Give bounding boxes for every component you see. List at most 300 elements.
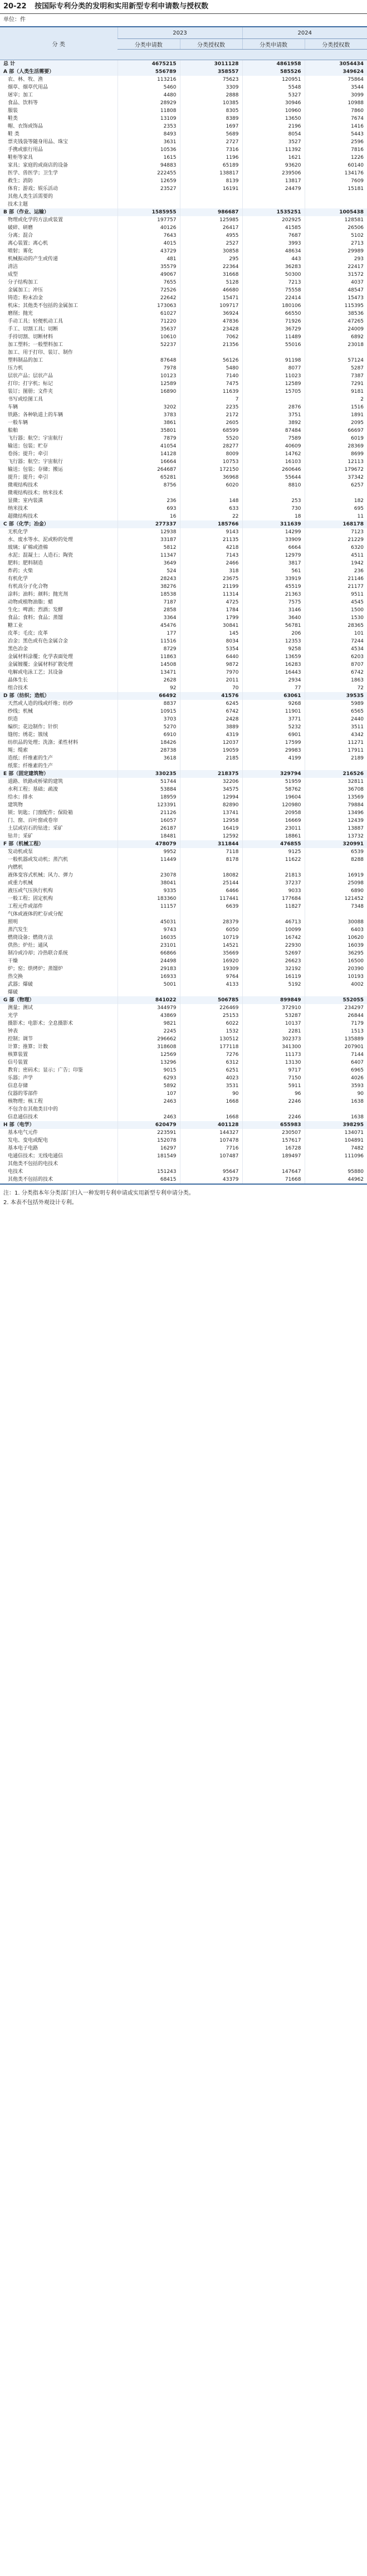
row-label: 食品、饮料等 [8,100,38,106]
cell-apps-2024: 8054 [242,130,305,138]
row-label: 手工、切割工具；切断 [8,327,58,332]
table-row [0,848,367,856]
cell-apps-2023: 14508 [118,661,180,669]
table-body [0,60,367,1184]
cell-apps-2023: 22642 [118,294,180,302]
table-row [0,115,367,123]
table-row [0,310,367,318]
cell-grants-2024: 111096 [305,1152,367,1160]
row-label: 一般车辆 [8,420,28,426]
cell-grants-2023 [180,489,242,497]
cell-grants-2024: 7123 [305,528,367,536]
cell-apps-2024: 180106 [242,302,305,310]
table-row [0,497,367,505]
cell-grants-2024: 8699 [305,450,367,458]
table-row [0,193,367,201]
table-row [0,552,367,559]
cell-apps-2024: 3751 [242,411,305,419]
cell-grants-2023: 21356 [180,341,242,349]
cell-apps-2023: 68415 [118,1176,180,1184]
table-row [0,271,367,279]
patent-table [0,27,367,1184]
cell-apps-2024 [242,349,305,357]
table-row [0,138,367,146]
cell-grants-2024: 25098 [305,879,367,887]
cell-grants-2023: 26417 [180,224,242,232]
cell-apps-2024 [242,988,305,996]
cell-grants-2023: 5520 [180,435,242,442]
cell-apps-2024: 14299 [242,528,305,536]
cell-grants-2024: 15181 [305,185,367,193]
cell-grants-2024: 10988 [305,99,367,107]
row-label: 打印；打字机；标记 [8,381,53,387]
cell-apps-2024: 11827 [242,903,305,910]
row-label: 绳；缆索 [8,748,28,753]
cell-grants-2024: 7179 [305,1020,367,1028]
cell-grants-2024: 4002 [305,981,367,988]
cell-grants-2024: 2095 [305,419,367,427]
row-label: 钟表 [8,1029,18,1034]
table-row [0,419,367,427]
cell-apps-2023: 236 [118,497,180,505]
row-label: 有机高分子化合物 [8,584,48,590]
cell-apps-2023: 18481 [118,832,180,840]
cell-grants-2024: 7609 [305,177,367,185]
cell-apps-2023: 151243 [118,1168,180,1176]
cell-grants-2024: 3544 [305,84,367,91]
cell-apps-2023: 23078 [118,871,180,879]
row-label: 天然或人造的线或纤维；纺纱 [8,701,74,707]
cell-apps-2023: 28929 [118,99,180,107]
cell-grants-2023: 8139 [180,177,242,185]
row-label: 不包含在其他类目中的 [8,1107,58,1112]
year-2023-header: 2023 [118,27,242,39]
cell-grants-2024: 6320 [305,544,367,552]
cell-grants-2024: 1863 [305,676,367,684]
cell-apps-2024: 3771 [242,715,305,723]
table-row [0,684,367,692]
row-label: 乐器；声学 [8,1075,33,1081]
cell-apps-2024: 16119 [242,973,305,981]
cell-grants-2023: 4133 [180,981,242,988]
cell-grants-2023: 7475 [180,380,242,388]
cell-apps-2023: 28243 [118,575,180,583]
row-label: 一般机器或发动机；蒸汽机 [8,857,68,863]
table-row [0,942,367,949]
cell-grants-2023 [180,762,242,770]
row-label: 水、废水等水、泥或粉的处理 [8,537,74,543]
cell-grants-2023: 19059 [180,747,242,754]
cell-apps-2024: 32192 [242,965,305,973]
cell-grants-2023: 35669 [180,949,242,957]
table-row [0,965,367,973]
table-row [0,403,367,411]
cell-apps-2023: 524 [118,567,180,575]
table-row [0,801,367,809]
cell-grants-2023: 56126 [180,357,242,364]
cell-grants-2023: 7062 [180,333,242,341]
cell-apps-2024: 655983 [242,1121,305,1129]
cell-apps-2023: 2463 [118,1113,180,1121]
cell-apps-2024: 24479 [242,185,305,193]
table-row [0,442,367,450]
table-row [0,715,367,723]
cell-grants-2024: 134176 [305,169,367,177]
table-row [0,559,367,567]
cell-grants-2023: 172150 [180,466,242,474]
cell-apps-2024: 2196 [242,123,305,130]
table-row [0,871,367,879]
table-row [0,949,367,957]
cell-grants-2023: 1668 [180,1098,242,1106]
cell-apps-2024: 93620 [242,162,305,169]
cell-apps-2024: 41585 [242,224,305,232]
cell-apps-2024: 77 [242,684,305,692]
row-label: C 部（化学；冶金） [0,520,118,528]
cell-grants-2023: 4023 [180,1074,242,1082]
cell-grants-2023: 9143 [180,528,242,536]
cell-apps-2023: 35579 [118,263,180,271]
row-label: 微观结构技术；纳米技术 [8,490,63,496]
cell-grants-2023: 16191 [180,185,242,193]
row-label: 成型 [8,272,18,277]
table-row [0,817,367,825]
cell-apps-2024: 30946 [242,99,305,107]
cell-grants-2024: 7348 [305,903,367,910]
cell-grants-2024: 1942 [305,559,367,567]
cell-grants-2023: 6245 [180,700,242,708]
cell-apps-2023: 9335 [118,887,180,895]
cell-grants-2024: 21146 [305,575,367,583]
row-label: 金属加工；冲压 [8,288,43,293]
cell-apps-2024: 18 [242,513,305,520]
row-label: 织造 [8,717,18,722]
cell-grants-2023: 12958 [180,817,242,825]
row-label: 超微结构技术 [8,514,38,519]
cell-apps-2024: 17599 [242,739,305,747]
cell-apps-2023: 3783 [118,411,180,419]
row-label: 加工、用于打印、装订、制作 [8,350,74,356]
row-label: 基本电子电路 [8,1146,38,1151]
table-row [0,286,367,294]
row-label: 制冷或冷却；冷热联合系统 [8,951,68,956]
cell-grants-2024: 10620 [305,934,367,942]
row-label: 供热；炉灶；通风 [8,943,48,948]
table-row [0,279,367,286]
table-row [0,731,367,739]
cell-grants-2024: 95880 [305,1168,367,1176]
cell-apps-2024: 10137 [242,1020,305,1028]
table-row [0,240,367,247]
cell-grants-2023: 2605 [180,419,242,427]
row-label: 体育；游戏；娱乐活动 [8,186,58,192]
table-row [0,981,367,988]
cell-apps-2024: 6901 [242,731,305,739]
cell-apps-2024: 11173 [242,1051,305,1059]
cell-grants-2023: 125985 [180,216,242,224]
table-row [0,739,367,747]
row-label: 清洁 [8,264,18,270]
cell-apps-2023: 8729 [118,645,180,653]
cell-apps-2024: 7687 [242,232,305,240]
footnotes [0,1185,367,1207]
table-row [0,466,367,474]
cell-apps-2023: 12659 [118,177,180,185]
row-label: 其他类不包括的技术 [8,1177,53,1182]
cell-grants-2023: 8009 [180,450,242,458]
table-row [0,107,367,115]
table-row [0,1004,367,1012]
row-label: 微观结构技术 [8,483,38,488]
cell-grants-2024: 3099 [305,91,367,99]
cell-apps-2023: 65281 [118,474,180,481]
cell-apps-2023: 222455 [118,169,180,177]
row-label: 钻井；采矿 [8,834,33,839]
cell-grants-2023: 8178 [180,856,242,864]
cell-grants-2024: 5287 [305,364,367,372]
cell-grants-2023: 30858 [180,247,242,255]
cell-grants-2023: 5128 [180,279,242,286]
cell-grants-2023: 36968 [180,474,242,481]
row-label: 冶金；黑色或有色金属合金 [8,639,68,644]
cell-apps-2024: 9125 [242,848,305,856]
cell-grants-2024: 121452 [305,895,367,903]
table-row [0,1028,367,1035]
row-label: 摄影术；电影术；全息摄影术 [8,1021,74,1026]
cell-grants-2024: 6403 [305,926,367,934]
row-label: 飞行器；航空；宇宙航行 [8,436,63,441]
table-row [0,169,367,177]
table-row [0,325,367,333]
cell-apps-2024: 5548 [242,84,305,91]
cell-apps-2024: 36729 [242,325,305,333]
cell-apps-2023: 693 [118,505,180,513]
cell-apps-2024: 13650 [242,115,305,123]
cell-grants-2024: 695 [305,505,367,513]
row-label: 一般工程；固定机构 [8,896,53,902]
row-label: 炸药；火柴 [8,568,33,574]
cell-grants-2024: 16919 [305,871,367,879]
cell-grants-2024: 10193 [305,973,367,981]
table-row [0,177,367,185]
cell-apps-2023: 12589 [118,380,180,388]
cell-apps-2024: 585526 [242,68,305,76]
category-row [0,770,367,778]
cell-apps-2024: 730 [242,505,305,513]
cell-grants-2024: 36708 [305,786,367,793]
table-row [0,832,367,840]
row-label: 信号装置 [8,1060,28,1065]
cell-apps-2023 [118,1160,180,1168]
row-label: 手持切割、切断材料 [8,334,53,340]
cell-apps-2023: 14128 [118,450,180,458]
cell-grants-2024: 349624 [305,68,367,76]
table-row [0,481,367,489]
cell-grants-2023: 1697 [180,123,242,130]
cell-apps-2024: 16103 [242,458,305,466]
year-2024-header: 2024 [242,27,367,39]
cell-apps-2023: 107 [118,1090,180,1098]
cell-grants-2024: 7816 [305,146,367,154]
cell-apps-2024: 33919 [242,575,305,583]
cell-apps-2024: 120951 [242,76,305,84]
cell-grants-2024: 234297 [305,1004,367,1012]
row-label: 电技术 [8,1169,23,1175]
row-label: 票夹钱袋等随身用品、珠宝 [8,139,68,145]
cell-apps-2023: 6293 [118,1074,180,1082]
cell-apps-2023: 197757 [118,216,180,224]
cell-grants-2024: 47265 [305,318,367,325]
table-row [0,1137,367,1145]
cell-grants-2024: 79884 [305,801,367,809]
cell-apps-2024 [242,1106,305,1113]
cell-apps-2024: 55016 [242,341,305,349]
cell-apps-2023: 5460 [118,84,180,91]
table-row [0,388,367,396]
table-row [0,1074,367,1082]
cell-apps-2023: 87648 [118,357,180,364]
cell-apps-2023 [118,864,180,871]
cell-apps-2023: 10536 [118,146,180,154]
table-row [0,700,367,708]
cell-grants-2023: 21135 [180,536,242,544]
cell-grants-2024: 7291 [305,380,367,388]
table-row [0,536,367,544]
row-label: 离心装置；离心机 [8,241,48,246]
row-label: E 部（固定建筑物） [0,770,118,778]
cell-grants-2024: 21177 [305,583,367,591]
cell-apps-2023: 16890 [118,388,180,396]
cell-apps-2023: 177 [118,630,180,637]
cell-apps-2023: 2353 [118,123,180,130]
cell-apps-2024: 6664 [242,544,305,552]
table-row [0,864,367,871]
row-label: 水泥；混凝土；人造石；陶瓷 [8,553,74,558]
cell-grants-2023: 6050 [180,926,242,934]
cell-grants-2023: 185766 [180,520,242,528]
row-label: 输送；包装；贮存 [8,444,48,449]
cell-grants-2024: 6965 [305,1067,367,1074]
cell-grants-2023: 2185 [180,754,242,762]
cell-apps-2023: 71220 [118,318,180,325]
cell-apps-2024: 3892 [242,419,305,427]
cell-grants-2023 [180,349,242,357]
table-row [0,809,367,817]
cell-apps-2023 [118,988,180,996]
row-label: 手动工具；轻便机动工具 [8,319,63,324]
cell-grants-2024: 4534 [305,645,367,653]
cell-grants-2023: 31668 [180,271,242,279]
cell-apps-2024: 1621 [242,154,305,162]
cell-apps-2024: 23011 [242,825,305,832]
cell-apps-2023: 3364 [118,614,180,622]
row-label: 信息通信技术 [8,1114,38,1120]
row-label: 肥料；肥料制造 [8,561,43,566]
row-label: 显微；室内装潢 [8,498,43,504]
cell-apps-2024: 10099 [242,926,305,934]
row-label: 锁；钥匙；门窗配件；保险箱 [8,810,74,816]
cell-grants-2024: 3054434 [305,60,367,69]
cell-apps-2023: 152078 [118,1137,180,1145]
row-label: 编织；花边制作；针织 [8,724,58,730]
cell-apps-2024 [242,762,305,770]
cell-apps-2023: 841022 [118,996,180,1004]
row-label: 照明 [8,919,18,925]
cell-grants-2024: 24009 [305,325,367,333]
cell-apps-2023: 9743 [118,926,180,934]
cell-apps-2023: 4675215 [118,60,180,69]
cell-grants-2023: 3011128 [180,60,242,69]
cell-grants-2024 [305,762,367,770]
cell-grants-2024: 13569 [305,793,367,801]
cell-apps-2023: 5812 [118,544,180,552]
cell-apps-2024: 2876 [242,403,305,411]
cell-grants-2023: 2172 [180,411,242,419]
cell-grants-2023: 986687 [180,208,242,216]
cell-grants-2024: 182 [305,497,367,505]
row-label: 铸造；粉末冶金 [8,295,43,301]
cell-grants-2024: 134071 [305,1129,367,1137]
cell-apps-2024: 12589 [242,380,305,388]
cell-apps-2023: 26187 [118,825,180,832]
cell-apps-2023: 4480 [118,91,180,99]
cell-apps-2023: 13471 [118,669,180,676]
cell-apps-2023: 94883 [118,162,180,169]
cell-apps-2023: 123391 [118,801,180,809]
row-label: 卷扬；提升；牵引 [8,451,48,457]
cell-apps-2024: 8810 [242,481,305,489]
cell-grants-2024: 26506 [305,224,367,232]
cell-apps-2024 [242,201,305,208]
row-label: 磨削；抛光 [8,311,33,316]
cell-grants-2023: 506785 [180,996,242,1004]
cell-apps-2024: 5911 [242,1082,305,1090]
cell-apps-2024: 33909 [242,536,305,544]
cell-grants-2023: 148 [180,497,242,505]
cell-apps-2023: 45031 [118,918,180,926]
cell-grants-2023: 8389 [180,115,242,123]
cell-apps-2024: 253 [242,497,305,505]
cell-grants-2023: 11639 [180,388,242,396]
cell-grants-2024: 398295 [305,1121,367,1129]
cell-grants-2024: 60140 [305,162,367,169]
row-label: 金属镀覆；金属材料扩散处理 [8,662,74,668]
table-title [0,0,367,14]
cell-grants-2023: 7276 [180,1051,242,1059]
cell-apps-2024: 443 [242,255,305,263]
cell-grants-2024: 179672 [305,466,367,474]
cell-grants-2024: 320991 [305,840,367,848]
sub-header-apps-2024: 分类申请数 [242,39,305,50]
table-row [0,1145,367,1152]
cell-grants-2024: 15473 [305,294,367,302]
table-row [0,614,367,622]
cell-grants-2023: 7 [180,396,242,403]
cell-apps-2023: 173063 [118,302,180,310]
cell-grants-2023: 68599 [180,427,242,435]
row-label: 土层或岩石的钻进；采矿 [8,826,63,831]
cell-apps-2023: 9015 [118,1067,180,1074]
cell-apps-2024: 56781 [242,622,305,630]
table-row [0,489,367,497]
table-row [0,333,367,341]
table-row [0,910,367,918]
cell-grants-2023: 144327 [180,1129,242,1137]
table-row [0,544,367,552]
cell-apps-2024: 55644 [242,474,305,481]
cell-apps-2023: 52237 [118,341,180,349]
cell-grants-2024: 2440 [305,715,367,723]
